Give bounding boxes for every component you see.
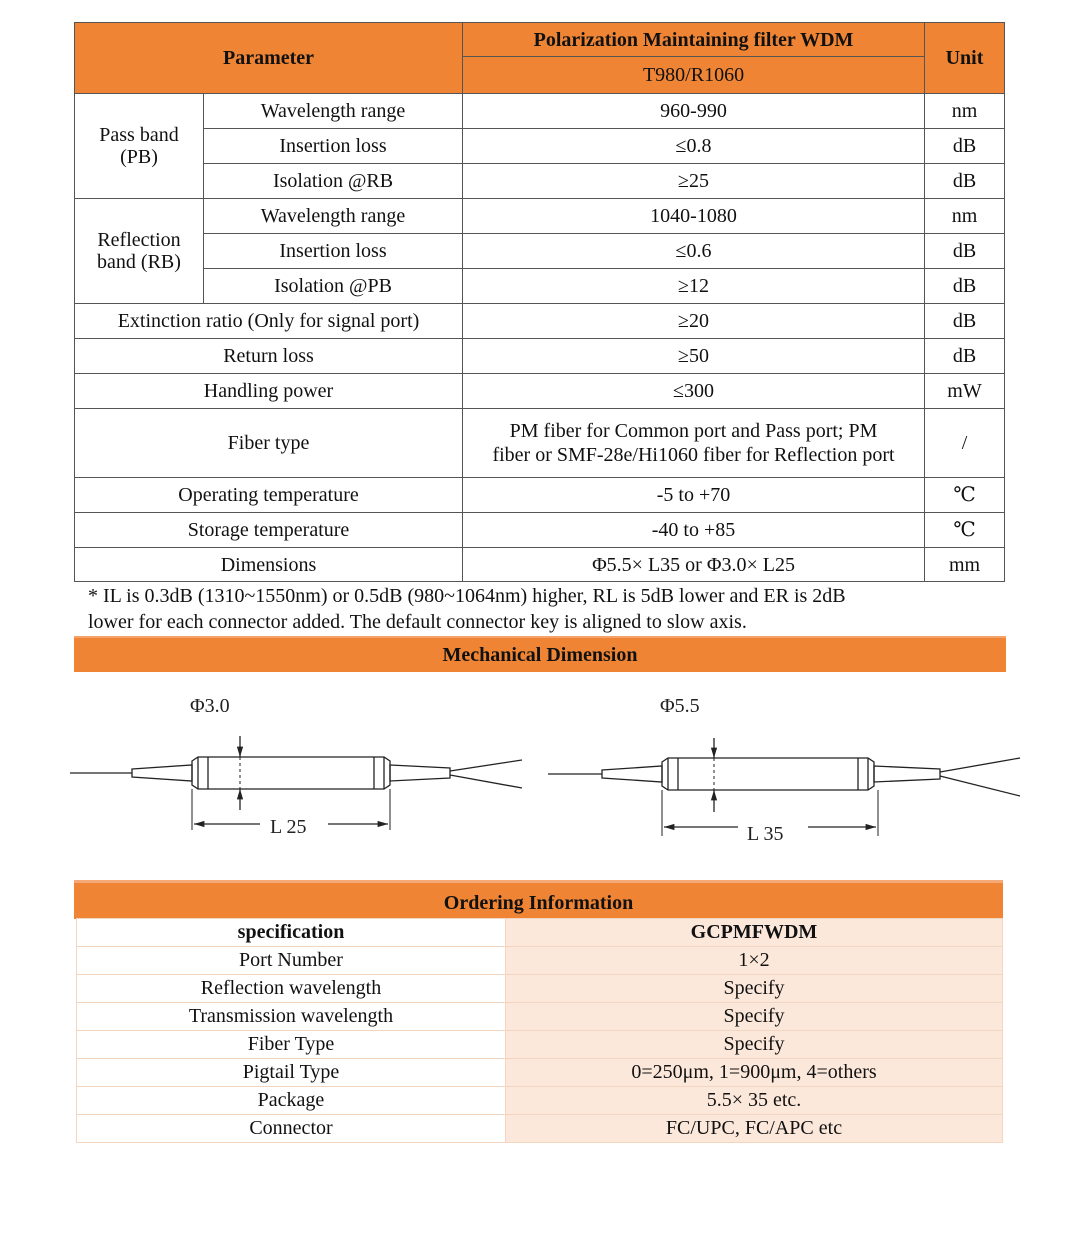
unit-cell: dB [925, 339, 1005, 374]
value-cell: Specify [506, 1003, 1003, 1031]
value-cell: ≥50 [463, 339, 925, 374]
spec-table [74, 22, 1005, 582]
mechanical-drawing [0, 680, 1076, 870]
table-row [75, 269, 1005, 304]
unit-cell: dB [925, 164, 1005, 199]
value-cell: ≤0.8 [463, 129, 925, 164]
value-cell: 0=250μm, 1=900μm, 4=others [506, 1059, 1003, 1087]
table-row [75, 164, 1005, 199]
table-row [75, 304, 1005, 339]
ordering-table [76, 918, 1003, 1143]
table-row [75, 339, 1005, 374]
table-row [75, 478, 1005, 513]
pass-band-label: Pass band (PB) [75, 94, 204, 199]
unit-cell: dB [925, 269, 1005, 304]
param-cell: Isolation @RB [204, 164, 463, 199]
spec-header: specification [77, 919, 506, 947]
table-row [77, 947, 1003, 975]
param-cell: Operating temperature [75, 478, 463, 513]
spec-cell: Package [77, 1087, 506, 1115]
header-parameter: Parameter [75, 23, 463, 94]
spec-cell: Port Number [77, 947, 506, 975]
value-cell: FC/UPC, FC/APC etc [506, 1115, 1003, 1143]
unit-cell: dB [925, 304, 1005, 339]
param-cell: Wavelength range [204, 94, 463, 129]
table-row [77, 919, 1003, 947]
table-row [75, 199, 1005, 234]
header-unit: Unit [925, 23, 1005, 94]
length-label-right: L 35 [747, 823, 784, 845]
table-row [75, 548, 1005, 582]
device-right [548, 695, 1020, 845]
value-cell: Φ5.5× L35 or Φ3.0× L25 [463, 548, 925, 582]
table-row [77, 1115, 1003, 1143]
header-model: T980/R1060 [463, 57, 925, 94]
value-cell: ≥12 [463, 269, 925, 304]
table-row [75, 374, 1005, 409]
table-row [77, 975, 1003, 1003]
value-cell: -40 to +85 [463, 513, 925, 548]
param-cell: Dimensions [75, 548, 463, 582]
spec-cell: Pigtail Type [77, 1059, 506, 1087]
length-label-left: L 25 [270, 816, 307, 838]
param-cell: Wavelength range [204, 199, 463, 234]
param-cell: Insertion loss [204, 234, 463, 269]
table-row [75, 234, 1005, 269]
param-cell: Return loss [75, 339, 463, 374]
table-row [77, 1087, 1003, 1115]
value-cell: ≤0.6 [463, 234, 925, 269]
table-row [75, 409, 1005, 478]
spec-cell: Connector [77, 1115, 506, 1143]
unit-cell: nm [925, 94, 1005, 129]
param-cell: Insertion loss [204, 129, 463, 164]
diameter-label-left: Φ3.0 [190, 695, 230, 717]
value-cell: ≥20 [463, 304, 925, 339]
unit-cell: nm [925, 199, 1005, 234]
unit-cell: mm [925, 548, 1005, 582]
spec-cell: Reflection wavelength [77, 975, 506, 1003]
table-row [75, 129, 1005, 164]
param-cell: Storage temperature [75, 513, 463, 548]
spec-cell: Fiber Type [77, 1031, 506, 1059]
table-row [77, 1003, 1003, 1031]
table-row [75, 513, 1005, 548]
table-row [75, 94, 1005, 129]
value-cell: Specify [506, 1031, 1003, 1059]
param-cell: Extinction ratio (Only for signal port) [75, 304, 463, 339]
value-cell: 960-990 [463, 94, 925, 129]
table-row [77, 1031, 1003, 1059]
value-cell: PM fiber for Common port and Pass port; PM fiber or SMF-28e/Hi1060 fiber for Reflection port [463, 409, 925, 478]
unit-cell: / [925, 409, 1005, 478]
value-cell: ≥25 [463, 164, 925, 199]
unit-cell: dB [925, 129, 1005, 164]
value-cell: 5.5× 35 etc. [506, 1087, 1003, 1115]
value-cell: Specify [506, 975, 1003, 1003]
device-left [70, 695, 522, 838]
spec-cell: Transmission wavelength [77, 1003, 506, 1031]
value-cell: ≤300 [463, 374, 925, 409]
unit-cell: mW [925, 374, 1005, 409]
table-row [77, 1059, 1003, 1087]
param-cell: Fiber type [75, 409, 463, 478]
ordering-information-title: Ordering Information [74, 880, 1003, 919]
value-cell: 1040-1080 [463, 199, 925, 234]
value-cell: 1×2 [506, 947, 1003, 975]
unit-cell: ℃ [925, 513, 1005, 548]
unit-cell: ℃ [925, 478, 1005, 513]
header-product: Polarization Maintaining filter WDM [463, 23, 925, 57]
param-cell: Handling power [75, 374, 463, 409]
model-header: GCPMFWDM [506, 919, 1003, 947]
footnote: * IL is 0.3dB (1310~1550nm) or 0.5dB (980~1064nm) higher, RL is 5dB lower and ER is 2dB lower for each connector added. The default connector key is aligned to slow axis. [88, 585, 846, 633]
param-cell: Isolation @PB [204, 269, 463, 304]
value-cell: -5 to +70 [463, 478, 925, 513]
unit-cell: dB [925, 234, 1005, 269]
diameter-label-right: Φ5.5 [660, 695, 700, 717]
mechanical-dimension-title: Mechanical Dimension [74, 636, 1006, 672]
reflection-band-label: Reflection band (RB) [75, 199, 204, 304]
